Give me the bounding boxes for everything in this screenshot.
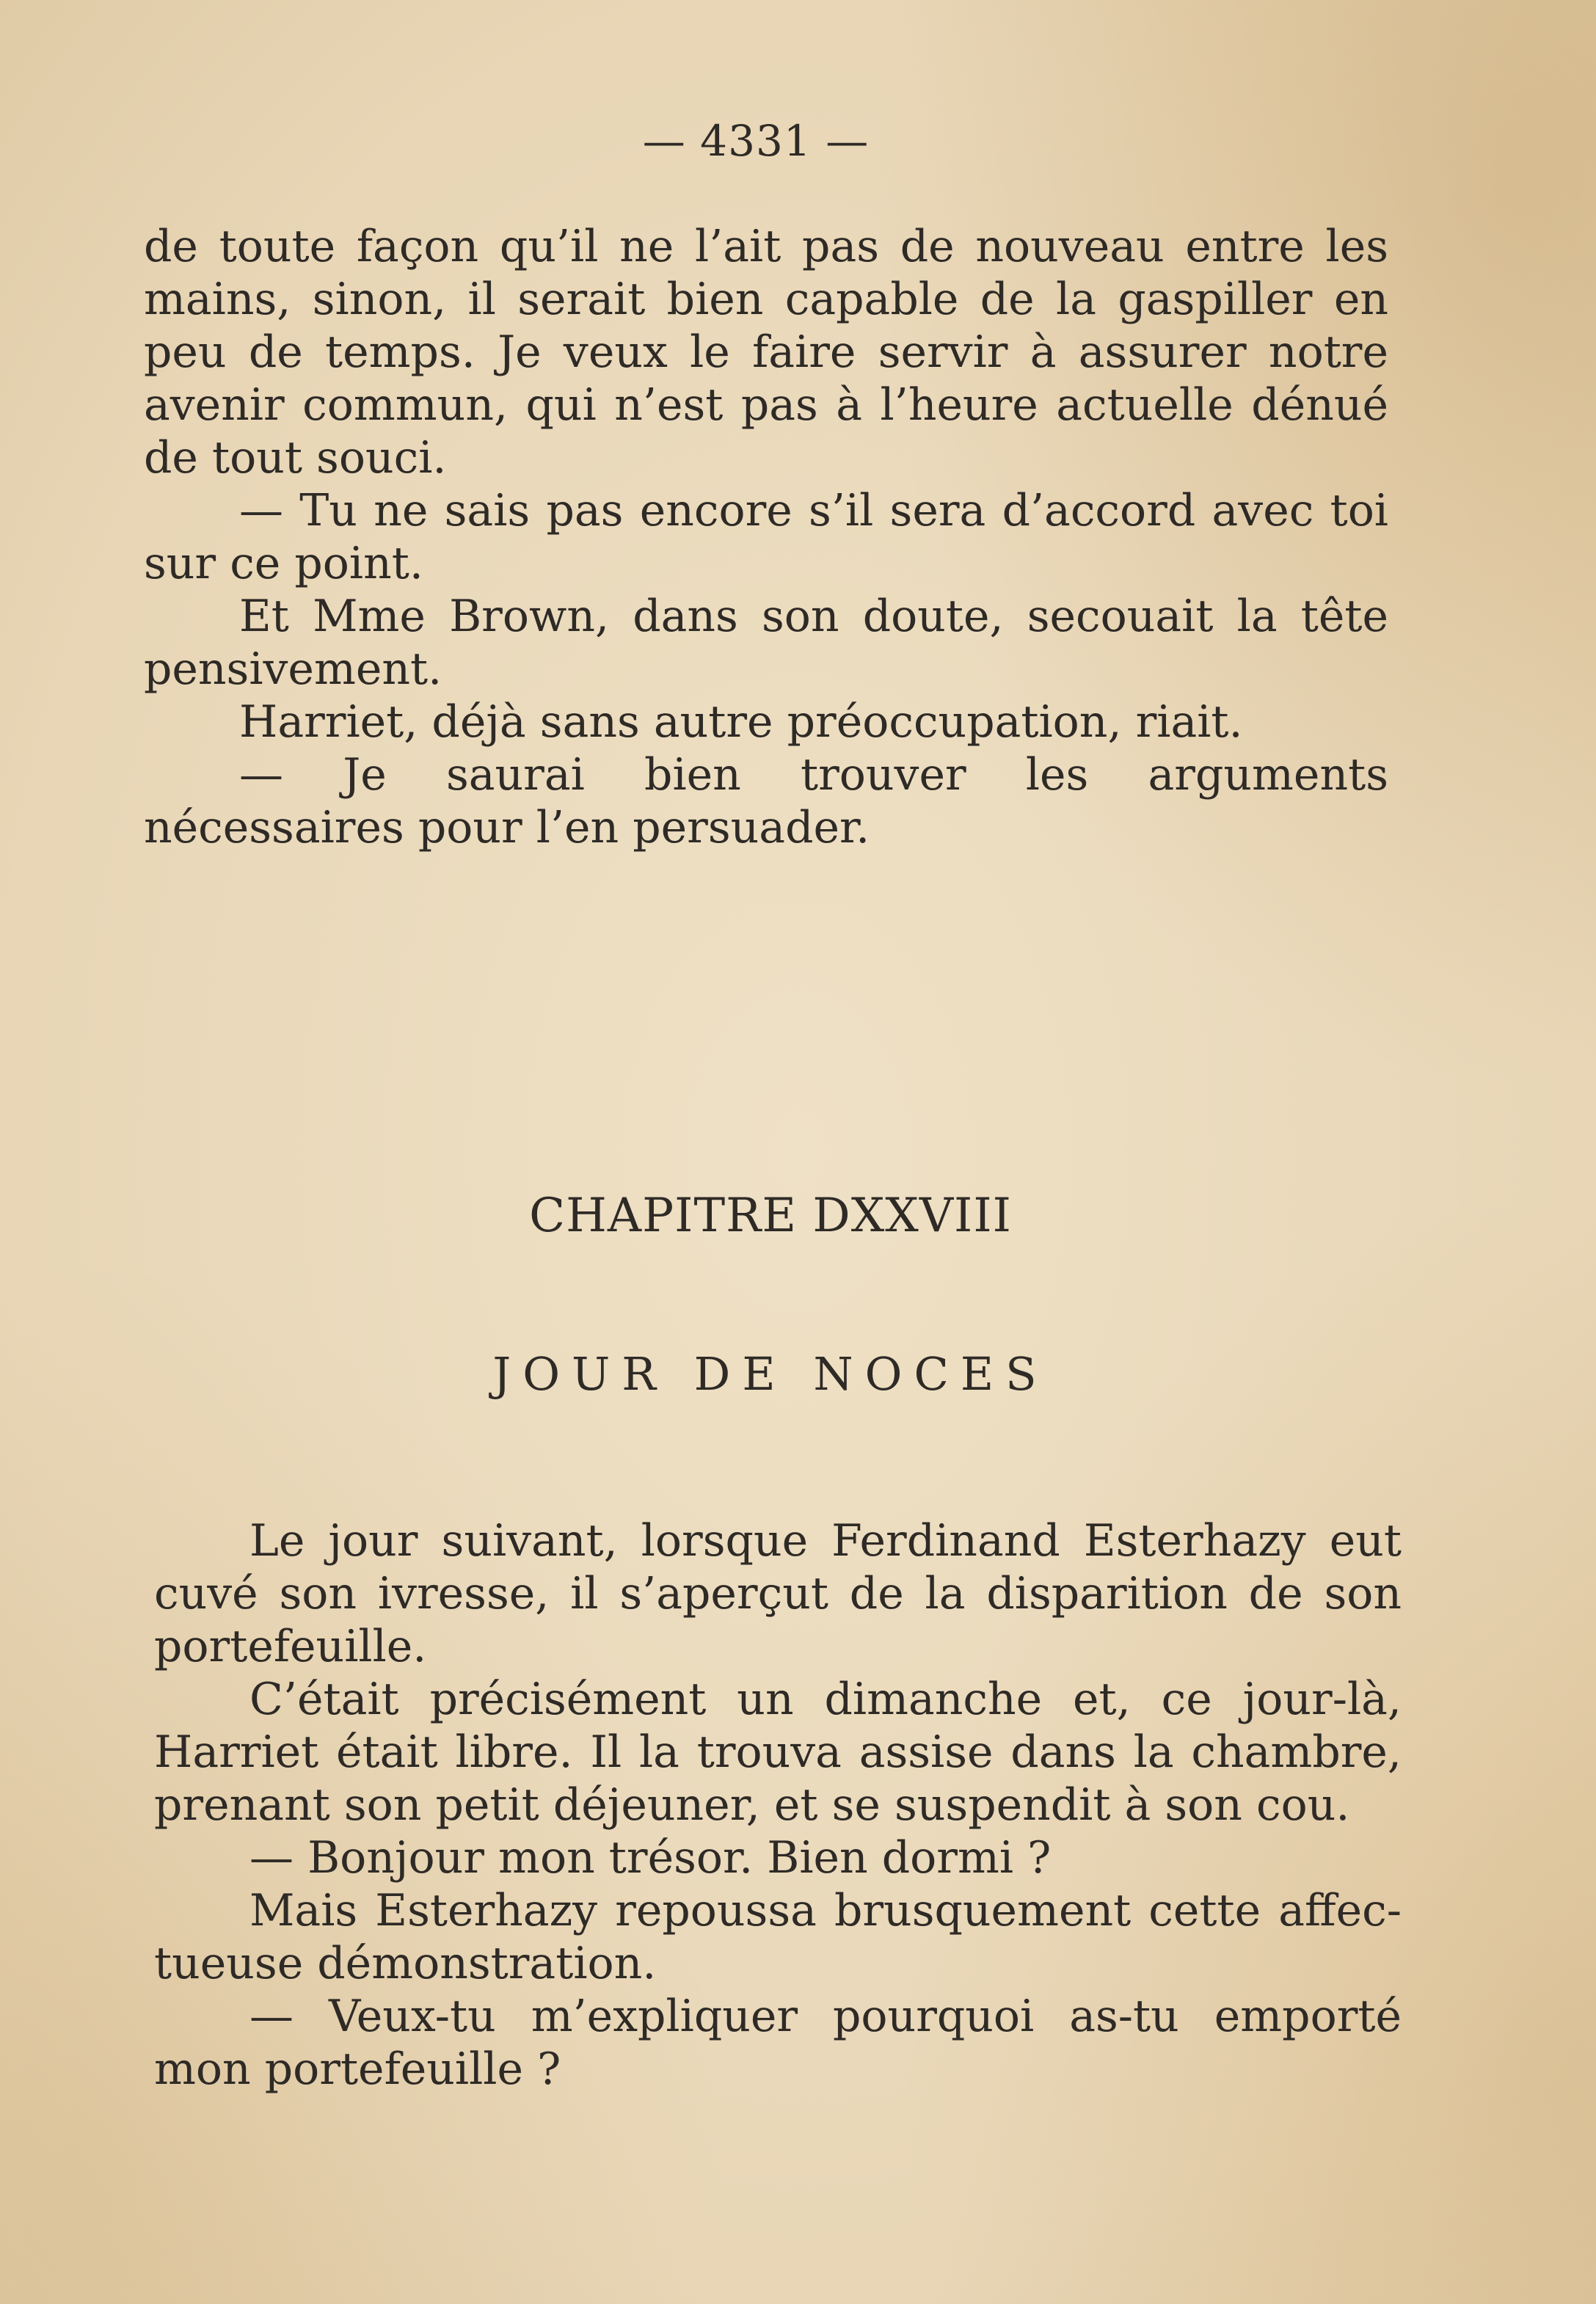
paragraph: Le jour suivant, lorsque Ferdinand Esterhazy eut cuvé son ivresse, il s’aperçut de la disparition de son portefeuille. xyxy=(154,1515,1402,1672)
paragraph: Et Mme Brown, dans son doute, secouait la tête pensivement. xyxy=(144,591,1388,695)
top-text-block xyxy=(144,220,1388,854)
chapter-title: JOUR DE NOCES xyxy=(492,1347,1049,1401)
paragraph: — Tu ne sais pas encore s’il sera d’accord avec toi sur ce point. xyxy=(144,485,1388,589)
paragraph: — Veux-tu m’expliquer pourquoi as-tu emporté mon portefeuille ? xyxy=(154,1991,1402,2095)
chapter-number: CHAPITRE DXXVIII xyxy=(529,1189,1012,1243)
paragraph: — Je saurai bien trouver les arguments nécessaires pour l’en persuader. xyxy=(144,749,1388,853)
paragraph: C’était précisément un dimanche et, ce jour-là, Harriet était libre. Il la trouva assise dans la chambre, prenant son petit déjeuner, et se suspendit à son cou. xyxy=(154,1674,1402,1831)
paragraph: — Bonjour mon trésor. Bien dormi ? xyxy=(249,1832,1052,1884)
paragraph: Harriet, déjà sans autre préoccupation, riait. xyxy=(239,696,1243,748)
bottom-text-block xyxy=(154,1514,1402,2096)
page-number: — 4331 — xyxy=(642,116,870,166)
paragraph: Mais Esterhazy repoussa brusquement cette affectueuse démonstration. xyxy=(154,1885,1402,1989)
paragraph: de toute façon qu’il ne l’ait pas de nouveau entre les mains, sinon, il serait bien capable de la gaspiller en peu de temps. Je veux le faire servir à assurer notre avenir commun, qui n’est pas à l’heure actuelle dénué de tout souci. xyxy=(144,221,1388,484)
